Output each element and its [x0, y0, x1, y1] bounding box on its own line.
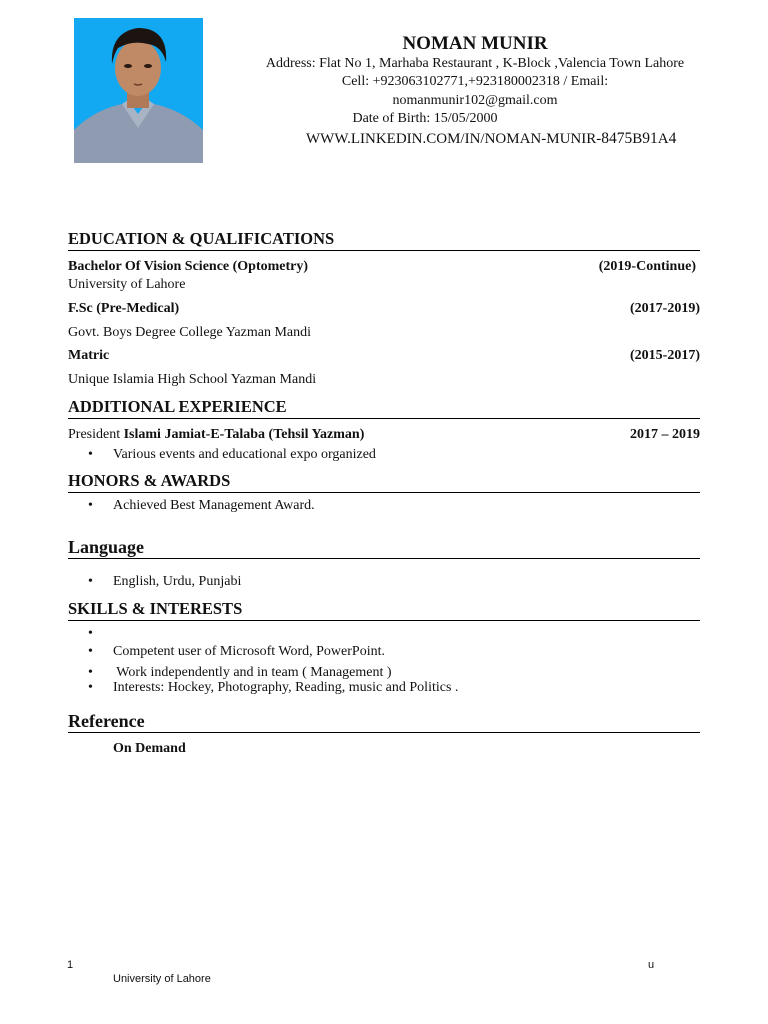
institute-name: Unique Islamia High School Yazman Mandi	[68, 372, 317, 387]
bullet-icon: •	[88, 626, 93, 641]
dob-line: Date of Birth: 15/05/2000	[352, 111, 498, 126]
experience-row	[68, 426, 700, 443]
reference-heading: Reference	[68, 711, 700, 733]
email-line[interactable]: nomanmunir102@gmail.com	[392, 93, 558, 108]
degree-title: Matric	[68, 348, 110, 363]
bullet-icon: •	[88, 680, 93, 695]
degree-title: Bachelor Of Vision Science (Optometry)	[68, 259, 309, 274]
experience-role: President	[68, 427, 121, 442]
bullet-icon: •	[88, 665, 93, 680]
experience-heading: ADDITIONAL EXPERIENCE	[68, 397, 700, 419]
bullet-icon: •	[88, 447, 93, 462]
language-heading: Language	[68, 537, 700, 559]
degree-years: (2017-2019)	[630, 301, 700, 316]
page-number: 1	[67, 959, 74, 971]
profile-photo	[74, 18, 203, 163]
education-row	[68, 258, 700, 275]
bullet-icon: •	[88, 574, 93, 589]
degree-years: (2019-Continue)	[598, 259, 696, 274]
reference-text: On Demand	[113, 741, 186, 756]
footer-mark: u	[648, 959, 655, 971]
institute-name: University of Lahore	[68, 277, 186, 292]
education-row	[68, 300, 700, 317]
institute-name: Govt. Boys Degree College Yazman Mandi	[68, 325, 312, 340]
bullet-icon: •	[88, 644, 93, 659]
honors-heading: HONORS & AWARDS	[68, 471, 700, 493]
degree-years: (2015-2017)	[630, 348, 700, 363]
footer-text: University of Lahore	[113, 973, 211, 985]
address-line: Address: Flat No 1, Marhaba Restaurant , K-Block ,Valencia Town Lahore	[265, 56, 685, 71]
skills-heading: SKILLS & INTERESTS	[68, 599, 700, 621]
candidate-name: NOMAN MUNIR	[402, 33, 548, 54]
linkedin-link[interactable]: WWW.LINKEDIN.COM/IN/NOMAN-MUNIR-8475B91A4	[306, 130, 677, 147]
experience-years: 2017 – 2019	[630, 427, 700, 442]
education-row	[68, 347, 700, 364]
bullet-icon: •	[88, 498, 93, 513]
cell-line: Cell: +923063102771,+923180002318 / Email:	[341, 74, 609, 89]
education-heading: EDUCATION & QUALIFICATIONS	[68, 229, 700, 251]
experience-org: Islami Jamiat-E-Talaba (Tehsil Yazman)	[123, 427, 365, 442]
degree-title: F.Sc (Pre-Medical)	[68, 301, 180, 316]
